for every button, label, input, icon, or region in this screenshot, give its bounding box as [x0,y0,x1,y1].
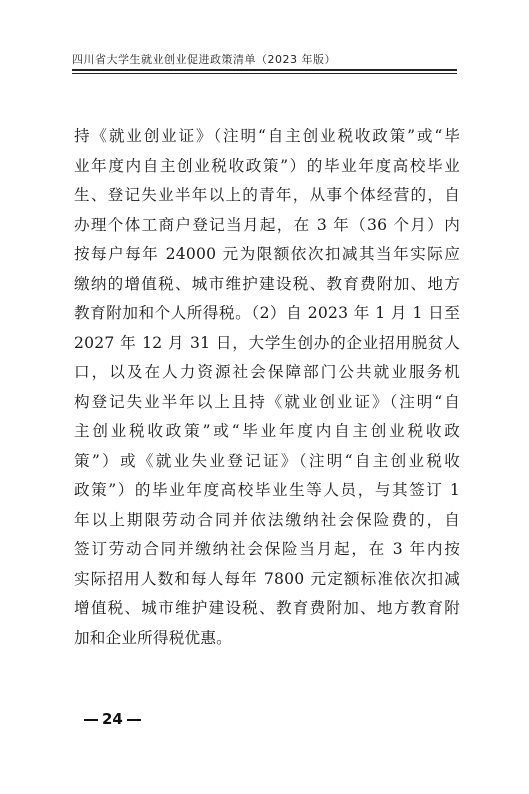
text-line: 缴纳的增值税、城市维护建设税、教育费附加、地方 [74,274,460,293]
page-number-value: 24 [102,710,123,728]
header-rule-thin [72,73,457,74]
page-number [80,710,145,728]
text-line: 增值税、城市维护建设税、教育费附加、地方教育附 [74,599,460,617]
running-header: 四川省大学生就业创业促进政策清单（2023 年版） [72,53,336,66]
text-line: 生、登记失业半年以上的青年，从事个体经营的，自 [74,186,460,204]
text-line: 签订劳动合同并缴纳社会保险当月起，在 3 年内按 [74,540,460,558]
text-line: 主创业税收政策”或“毕业年度内自主创业税收政 [74,422,460,440]
left-dash [84,719,98,721]
right-dash [127,719,141,721]
text-line: 实际招用人数和每人每年 7800 元定额标准依次扣减 [74,569,460,588]
text-line: 办理个体工商户登记当月起，在 3 年（36 个月）内 [74,215,460,234]
text-line: 持《就业创业证》（注明“自主创业税收政策”或“毕 [74,127,460,145]
text-line: 年以上期限劳动合同并依法缴纳社会保险费的，自 [74,510,460,529]
header-rule-thick [72,69,457,71]
text-line: 2027 年 12 月 31 日，大学生创办的企业招用脱贫人 [74,333,460,352]
body-text [74,122,460,653]
text-line: 策”）或《就业失业登记证》（注明“自主创业税收 [74,451,460,470]
text-line: 业年度内自主创业税收政策”）的毕业年度高校毕业 [74,156,460,175]
text-line: 政策”）的毕业年度高校毕业生等人员，与其签订 1 [74,481,460,499]
text-line: 口，以及在人力资源社会保障部门公共就业服务机 [74,363,460,381]
text-line: 按每户每年 24000 元为限额依次扣减其当年实际应 [74,245,460,263]
text-line: 构登记失业半年以上且持《就业创业证》（注明“自 [74,392,460,411]
text-line: 教育附加和个人所得税。（2）自 2023 年 1 月 1 日至 [74,304,460,322]
text-line: 加和企业所得税优惠。 [74,628,232,647]
